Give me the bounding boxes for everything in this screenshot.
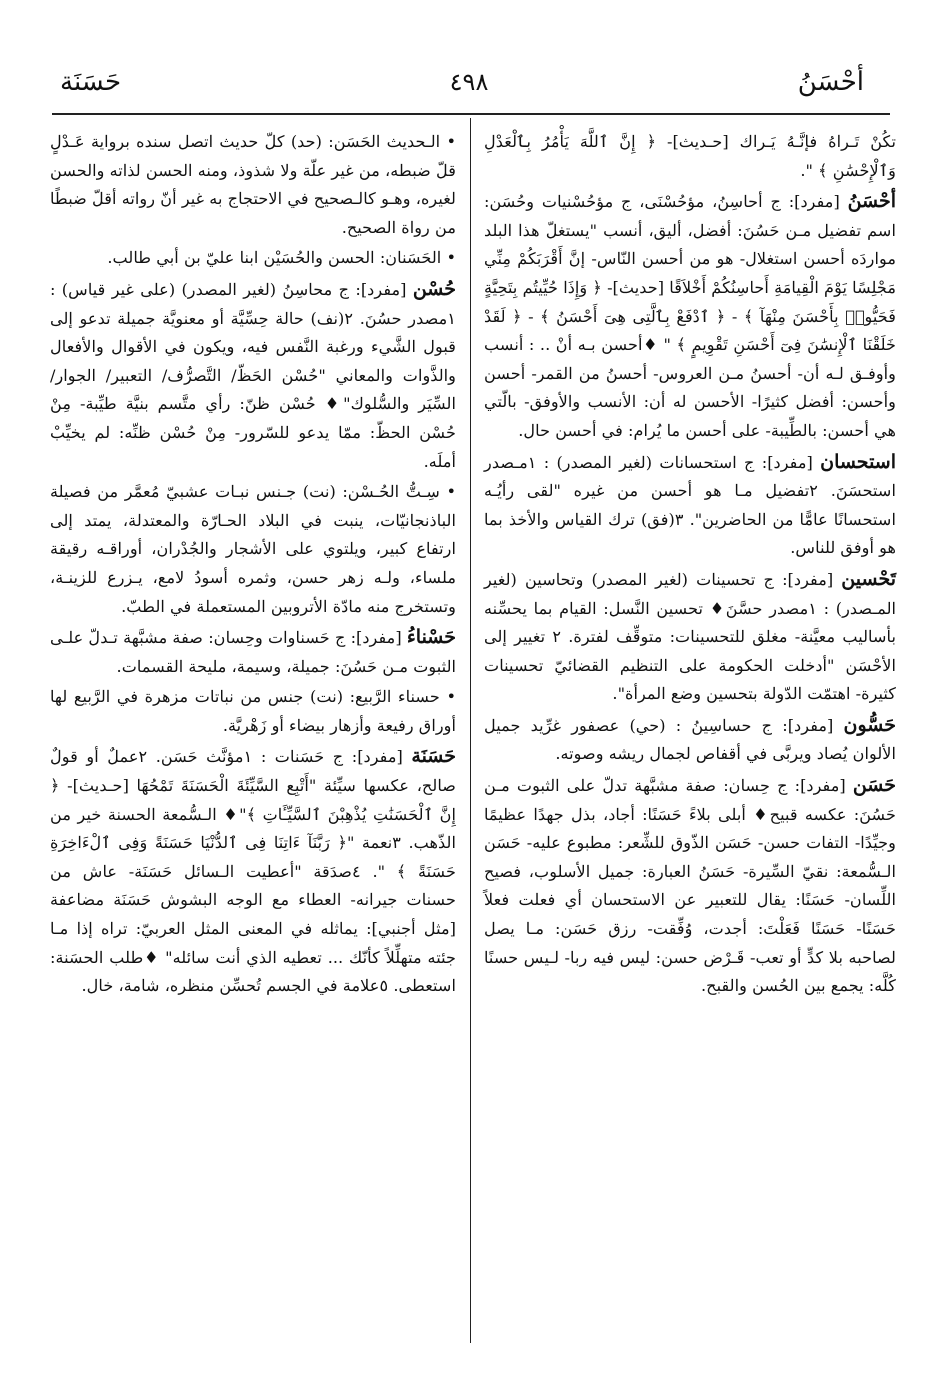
- entry-text: [مفرد]: ج تحسينات (لغير المصدر) وتحاسين (لغير المـصدر) : ١مصدر حسَّنَ♦ تحسين النَّسل: القيام بما يحسِّنه بأساليب معيَّنة- مغلق للتحسينات: متوقِّف لفترة. ٢ تغيير إلى الأحْسَن "أدخلت الحكومة على التنظيم القضائيّ تحسينات كثيرة- اهتمّت الدّولة بتحسين وضع المرأة".: [484, 569, 896, 704]
- entry-istihsan: [484, 448, 896, 563]
- subentry-hasanan: [50, 244, 456, 273]
- entry-hasna: [50, 623, 456, 681]
- entry-text: [مفرد]: ج حِسان: صفة مشبَّهة تدلّ على الثبوت مـن حَسُنَ: عكسه قبيح♦ أبلى بلاءً حَسَنًا: أجاد، بذل جهدًا عظيمًا وجيِّدًا- التفات حسن- حَسَن الذّوق للشِّعر: مطبوع عليه- حَسَن الـسُّمعة: نقيّ السِّيرة- حَسَنُ العبارة: جميل الأسلوب، فصيح اللِّسان- حَسَنًا: يقال للتعبير عن الاستحسان أي فعلت فعلاً حَسَنًا- حَسَنًا فَعَلْتَ: أجدت، وُفِّقت- رزق حَسَن: مـا يصل لصاحبه بلا كدٍّ أو تعب- قَـرْض حسن: ليس فيه ربا- لـيس حسنًا كُلَّه: يجمع بين الحُسن والقبح.: [484, 776, 896, 996]
- entry-hasan: [484, 771, 896, 1001]
- headword: حَسَن: [852, 774, 896, 797]
- header-right-word: أحْسَنُ: [797, 67, 864, 97]
- headword: تَحْسين: [841, 567, 896, 590]
- headword: حَسْناءُ: [406, 626, 456, 649]
- entry-text: • سِـتُّ الحُـسْن: (نت) جـنس نبـات عشبيّ مُعمَّر من فصيلة الباذنجانيّات، ينبت في البلاد الحـارّة والمعتدلة، يمتد إلى ارتفاع كبير، ويلتوي على الأشجار والجُدْران، أوراقـه رقيقة ملساء، ولـه زهر حسن، وثمره أسودُ لامع، يـزرع للزينـة، وتستخرج منه مادّة الأتروبين المستعملة في الطبّ.: [50, 482, 456, 616]
- column-divider: [470, 118, 471, 1343]
- entry-husn: [50, 275, 456, 476]
- subentry-sitt-alhusn: [50, 478, 456, 621]
- entry-text: • الـحديث الحَسَن: (حد) كلّ حديث اتصل سنده برواية عَـدْلٍ قلّ ضبطه، من غير علّة ولا شذوذ، ومنه الحسن لذاته والحسن لغيره، وهـو كالـصحيح في الاحتجاج به غير أنّ رواته أقلّ ضبطًا من رواة الصحيح.: [50, 132, 456, 237]
- entry-text: [مفرد]: ج حَسَنات : ١مؤنَّث حَسَن. ٢عملٌ أو قولٌ صالح، عكسها سيِّئة "أَتْبِع السَّيِّئَةَ الْحَسَنَةَ تَمْحُهَا [حـديث]- ﴿ إِنَّ ٱلْحَسَنَٰتِ يُذْهِبْنَ ٱلسَّيِّـَٔاتِ ﴾"♦ الـسُّمعة الحسنة خير من الذّهب. ٣نعمة "﴿ رَبَّنَآ ءَاتِنَا فِى ٱلدُّنْيَا حَسَنَةً وَفِى ٱلْءَاخِرَةِ حَسَنَةً ﴾ ". ٤صدَقة "أعطيت الـسائل حَسَنَة- عاش من حسنات جيرانه- العطاء مع الوجه البشوش حَسَنَة مضاعفة [مثل أجنبي]: يماثله في المعنى المثل العربيّ: تراه إذا مـا جئته متهلِّلاً كأنّك ... تعطيه الذي أنت سائله" ♦طلب الحسَنة: استعطى. ٥علامة في الجسم تُحسِّن منظره، شامة، خال.: [50, 747, 456, 996]
- entry-continuation: [484, 128, 896, 185]
- page-number: ٤٩٨: [449, 68, 489, 96]
- entry-tahsin: [484, 565, 896, 709]
- entry-text: [مفرد]: ج حَسناوات وحِسان: صفة مشبَّهة تـدلّ علـى الثبوت مـن حَسُنَ: جميلة، وسيمة، مليحة القسمات.: [50, 628, 456, 676]
- entry-text: تكُنْ تَـراهُ فإنَّـهُ يَـراك [حـديث]- ﴿ إِنَّ ٱللَّهَ يَأْمُرُ بِٱلْعَدْلِ وَٱلْإِحْسَٰنِ ﴾ ".: [484, 132, 896, 180]
- headword: حُسْن: [412, 277, 456, 300]
- entry-hassun: [484, 711, 896, 769]
- subentry-hasna-alrabi: [50, 683, 456, 740]
- header-left-word: حَسَنَة: [60, 67, 122, 97]
- headword: حَسُّون: [843, 713, 896, 736]
- headword: حَسَنَة: [411, 745, 457, 768]
- entry-text: [مفرد]: ج استحسانات (لغير المصدر) : ١مـصدر استحسَنَ. ٢تفضيل مـا هو أحسن من غيره "لقى رأيُـه استحسانًا عامًّا من الحاضرين". ٣(فق) ترك القياس والأخذ بما هو أوفق للناس.: [484, 452, 896, 558]
- entry-hasana: [50, 742, 456, 1000]
- entry-text: • حسناء الرَّبيع: (نت) جنس من نباتات مزهرة في الرَّبيع لها أوراق رفيعة وأزهار بيضاء أو زَهْريَّة.: [50, 687, 456, 735]
- headword: أحْسَنُ: [847, 190, 896, 213]
- headword: استحسان: [820, 450, 896, 473]
- entry-text: [مفرد]: ج محاسِنُ (لغير المصدر) (على غير قياس) : ١مصدر حسُنَ. ٢(نف) حالة حِسِّيَّة أو معنويَّة جميلة تدعو إلى قبول الشَّيء ورغبة النَّفس فيه، ويكون في الأقوال والأفعال والذَّوات والمعاني "حُسْن الحَظّ/ التَّصرُّف/ التعبير/ الجوار/ السِّيَر والسُّلوك"♦ حُسْن ظنّ: رأي متَّسم بنيَّة طيِّبة- مِنْ حُسْن الحظّ: ممّا يدعو للسّرور- مِنْ حُسْن ظنِّه: لم يخيِّبْ أملَه.: [50, 279, 456, 471]
- left-column: [50, 128, 456, 1001]
- header-rule: [52, 113, 890, 115]
- entry-text: [مفرد]: ج أحاسِنُ، مؤحُسْنَى، ج مؤحُسْنيات وحُسَن: اسم تفضيل مـن حَسُنَ: أفضل، أليق، أنسب "يستغلّ هذا البلد مواردَه أحسن استغلال- هو من أحسن النّاس- إنَّ أَقْرَبَكُمْ مِنِّي مَجْلِسًا يَوْمَ الْقِيامَةِ أَحاسِنُكُمْ أَخْلاَقًا [حديث]- ﴿ وَإِذَا حُيِّيتُم بِتَحِيَّةٍ فَحَيُّوا۟ بِأَحْسَنَ مِنْهَآ ﴾ - ﴿ ٱدْفَعْ بِٱلَّتِى هِىَ أَحْسَنُ ﴾ - ﴿ لَقَدْ خَلَقْنَا ٱلْإِنسَٰنَ فِىٓ أَحْسَنِ تَقْوِيمٍ ﴾ " ♦أحسن بـه أنْ .. : أنسب وأوفـق لـه أن- أحسنُ مـن العروس- أحسنُ من القمر- أحسن وأحسن: أفضل كثيرًا- الأحسن له أن: الأنسب والأوفق- بالّتي هي أحسن: بالطِّيبة- على أحسن ما يُرام: في أحسن حال.: [484, 192, 896, 440]
- entry-text: • الحَسَنان: الحسن والحُسَيْن ابنا عليّ بن أبي طالب.: [107, 248, 456, 268]
- right-column: [484, 128, 896, 1001]
- subentry-hadith-hasan: [50, 128, 456, 242]
- entry-text: [مفرد]: ج حساسِينُ : (حي) عصفور غرِّيد جميل الألوان يُصاد ويربَّى في أقفاص لجمال ريشه وصوته.: [484, 715, 896, 764]
- entry-ahsan: [484, 187, 896, 445]
